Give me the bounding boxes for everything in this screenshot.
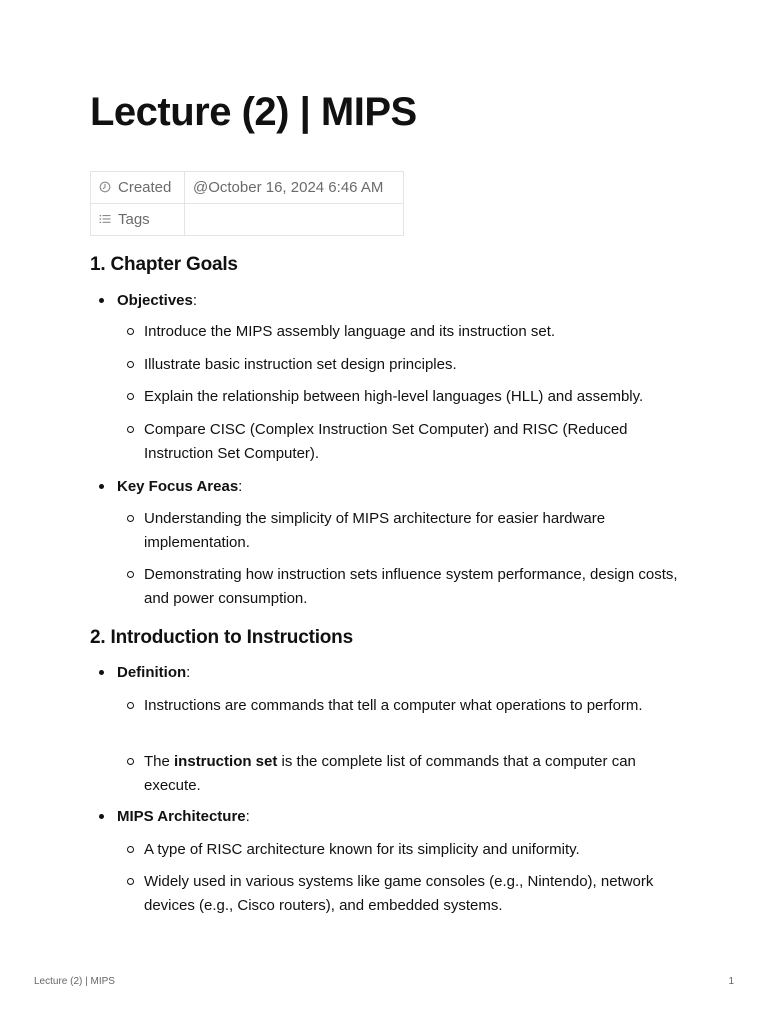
bullet-objectives: Objectives:	[117, 289, 197, 312]
list-item: Introduce the MIPS assembly language and its instruction set.	[144, 320, 684, 344]
clock-icon	[99, 181, 111, 193]
list-item: Instructions are commands that tell a computer what operations to perform.	[144, 694, 684, 718]
property-row-created	[91, 172, 404, 204]
bullet-label: Key Focus Areas	[117, 478, 239, 495]
created-label: Created	[118, 179, 172, 196]
list-item: Compare CISC (Complex Instruction Set Computer) and RISC (Reduced Instruction Set Computer).	[144, 418, 684, 465]
bullet-definition: Definition:	[117, 661, 190, 684]
list-icon	[99, 213, 111, 225]
created-value: @October 16, 2024 6:46 AM	[185, 172, 404, 204]
footer-document-title: Lecture (2) | MIPS	[34, 976, 115, 987]
tags-label: Tags	[118, 211, 150, 228]
tags-value	[185, 204, 404, 236]
properties-table	[90, 171, 404, 236]
bullet-label: Objectives	[117, 292, 193, 309]
bold-term: instruction set	[174, 753, 278, 770]
section-heading-introduction-to-instructions: 2. Introduction to Instructions	[90, 627, 353, 648]
property-row-tags	[91, 204, 404, 236]
list-item	[144, 750, 684, 797]
list-item: A type of RISC architecture known for its simplicity and uniformity.	[144, 838, 684, 862]
page-title: Lecture (2) | MIPS	[90, 90, 417, 134]
property-key-created	[91, 172, 185, 204]
list-item: Explain the relationship between high-level languages (HLL) and assembly.	[144, 385, 684, 409]
bullet-mips-architecture: MIPS Architecture:	[117, 805, 250, 828]
bullet-label: MIPS Architecture	[117, 808, 246, 825]
section-heading-chapter-goals: 1. Chapter Goals	[90, 254, 238, 275]
footer-page-number: 1	[728, 976, 734, 987]
text-run: is the complete list of commands that a computer can execute.	[144, 753, 636, 794]
list-item: Understanding the simplicity of MIPS architecture for easier hardware implementation.	[144, 507, 684, 554]
bullet-key-focus-areas: Key Focus Areas:	[117, 475, 242, 498]
property-key-tags	[91, 204, 185, 236]
list-item: Illustrate basic instruction set design principles.	[144, 353, 684, 377]
text-run: The	[144, 753, 175, 770]
bullet-label: Definition	[117, 664, 187, 681]
list-item: Widely used in various systems like game consoles (e.g., Nintendo), network devices (e.g., Cisco routers), and embedded systems.	[144, 870, 684, 917]
list-item: Demonstrating how instruction sets influence system performance, design costs, and power consumption.	[144, 563, 684, 610]
